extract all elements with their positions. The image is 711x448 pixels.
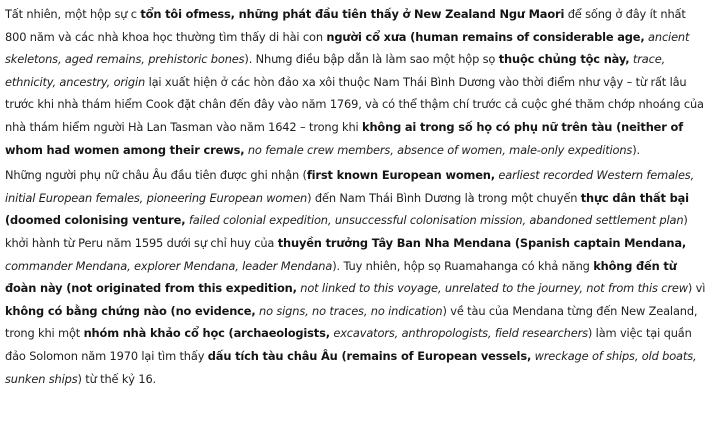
text-run: trace, ethnicity, ancestry, origin [5,52,666,89]
text-run: dấu tích tàu châu Âu (remains of European vessels, [207,348,532,363]
text-run: ) về tàu của Mendana từng đến New Zealand, trong khi một [5,303,698,341]
text-run: ). Nhưng điều bập dẫn là làm sao một hộp sọ [244,52,499,67]
text-run: thuộc chủng tộc này, [498,52,630,67]
paragraph-1 [5,3,708,161]
text-run: excavators, anthropologists, field researchers [329,326,588,341]
text-run: commander Mendana, explorer Mendana, leader Mendana [5,258,333,273]
text-run: ancient skeletons, aged remains, prehistoric bones [5,29,690,67]
text-run: Những người phụ nữ châu Âu đầu tiên được ghi nhận ( [5,168,307,183]
text-run: ) từ thế kỷ 16. [77,371,157,386]
text-run: earliest recorded Western females, initial European females, pioneering European women [5,168,695,205]
text-run: người cổ xưa (human remains of considerable age, [326,29,645,44]
text-run: lại xuất hiện ở các hòn đảo xa xôi thuộc Nam Thái Bình Dương vào thời điểm như vậy – từ rất lâu trước khi nhà thám hiểm Cook đặt chân đến đây vào năm 1769, và có thể thậm chí trước cả cuộc ghé thăm chớp nhoáng của nhà thám hiểm người Hà Lan Tasman vào năm 1642 – [5,74,704,134]
text-run: ) vì [687,281,706,296]
text-run: không đến từ đoàn này (not originated from this expedition, [5,258,677,296]
text-run: nhóm nhà khảo cổ học (archaeologists, [83,326,330,341]
text-run: failed colonial expedition, unsuccessful colonisation mission, abandoned settlement plan [185,213,684,228]
text-run: tổn tôi ofmess, những phát đầu tiên thấy ở New Zealand Ngư Maori [140,7,565,21]
text-run: thuyền trưởng Tây Ban Nha Mendana (Spanish captain Mendana, [277,235,687,250]
text-run: không có bằng chứng nào (no evidence, [5,303,256,318]
text-run: ). [632,142,640,157]
text-run: first known European women, [306,168,495,183]
text-run: thực dân thất bại (doomed colonising venture, [5,190,689,228]
document-body [5,3,708,390]
paragraph-2 [5,164,708,390]
text-run: trong khi [309,119,363,134]
text-run: not linked to this voyage, unrelated to the journey, not from this crew [296,281,688,296]
text-run: để sống ở đây ít nhất 800 năm và các nhà khoa học thường tìm thấy di hài con [5,7,686,44]
text-run: ) khởi hành từ Peru năm 1595 dưới sự chỉ huy của [5,213,688,250]
text-run: ). Tuy nhiên, hộp sọ Ruamahanga có khả năng [332,258,594,273]
text-run: ) làm việc tại quần đảo Solomon năm 1970 lại tìm thấy [5,326,692,363]
text-run: Tất nhiên, một hộp sự c [5,7,141,21]
text-run: no signs, no traces, no indication [255,303,443,318]
text-run: không ai trong số họ có phụ nữ trên tàu (neither of whom had women among their crews, [5,119,684,157]
text-run: ) đến Nam Thái Bình Dương là trong một chuyến [307,190,581,205]
text-run: no female crew members, absence of women, male-only expeditions [244,142,633,157]
text-run: wreckage of ships, old boats, sunken ships [5,348,697,386]
